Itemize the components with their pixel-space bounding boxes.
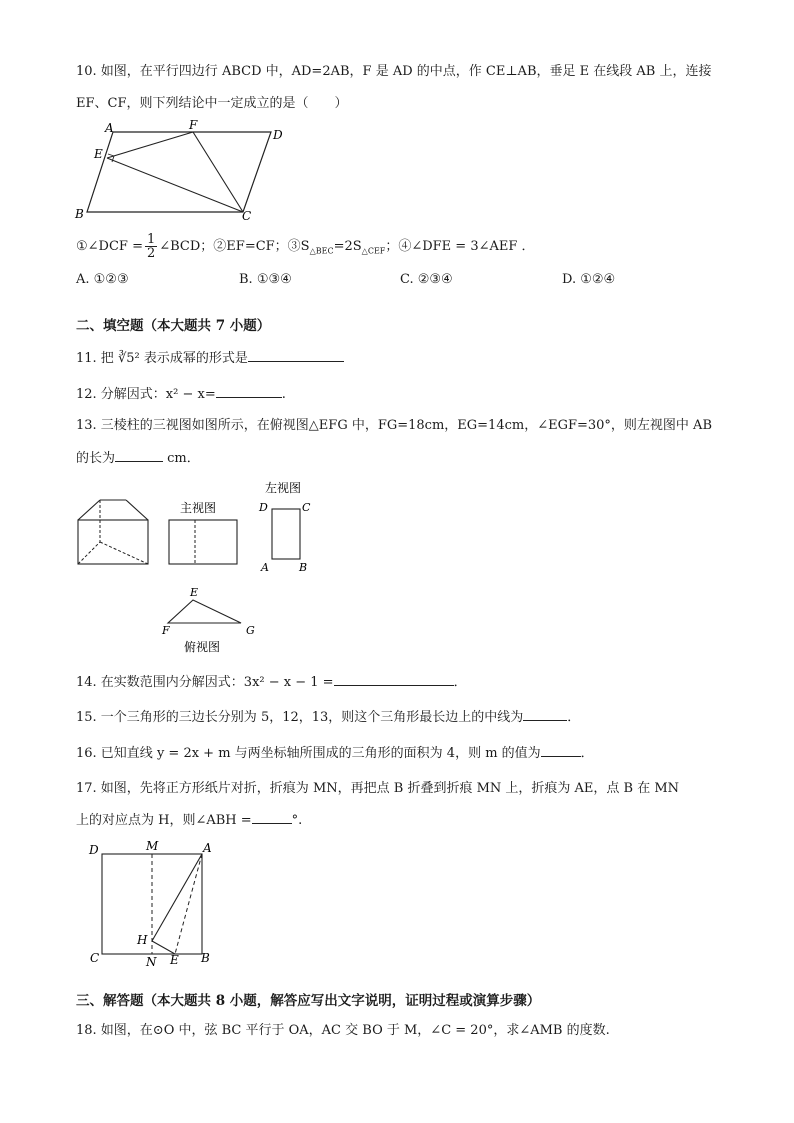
q17-line2-text: 上的对应点为 H，则∠ABH = [76,813,252,828]
q17-label-h: H [137,933,148,947]
q10-conclusions [76,232,535,267]
q10-label-a: A [105,121,114,135]
section-2-heading: 二、填空题（本大题共 7 小题） [76,318,271,334]
q12-line: 12. 分解因式：x² − x= . [76,387,286,402]
q10-option-a[interactable]: A. ①②③ [76,272,129,287]
q13-label-e: E [190,586,199,599]
q13-label-a: A [261,561,269,574]
q17-label-a: A [203,841,212,855]
q10-c3-sub2: △CEF [361,246,386,256]
q13-left-view-label: 左视图 [265,481,302,495]
q12-answer-blank[interactable] [216,385,282,398]
q13-main-view-label: 主视图 [180,501,217,515]
q13-answer-blank[interactable] [115,449,163,462]
q11-prefix: 11. 把 [76,351,114,366]
q17-line1: 17. 如图，先将正方形纸片对折，折痕为 MN，再把点 B 折叠到折痕 MN 上，折痕为 AE，点 B 在 MN [76,781,680,796]
q11-suffix: 表示成幂的形式是 [143,351,248,366]
q12-text: 12. 分解因式：x² − x= [76,387,216,402]
q17-label-d: D [89,843,99,857]
q13-line1: 13. 三棱柱的三视图如图所示，在俯视图△EFG 中，FG=18cm，EG=14cm，∠EGF=30°，则左视图中 AB [76,418,712,433]
q10-c1-den: 2 [146,246,156,261]
q10-label-f: F [189,118,198,132]
q15-text: 15. 一个三角形的三边长分别为 5，12，13，则这个三角形最长边上的中线为 [76,710,524,725]
q15-line: 15. 一个三角形的三边长分别为 5，12，13，则这个三角形最长边上的中线为 ． [76,710,581,725]
q17-label-n: N [146,955,157,969]
q16-text: 16. 已知直线 y = 2x + m 与两坐标轴所围成的三角形的面积为 4，则 m 的值为 [76,746,541,761]
q13-label-b: B [299,561,308,574]
q13-left-view-figure [255,478,325,578]
q13-line2 [76,449,200,468]
q17-label-m: M [146,839,159,853]
q17-label-c: C [90,951,100,965]
q10-parallelogram-figure [75,120,305,228]
q10-line2: EF、CF，则下列结论中一定成立的是（ ） [76,96,348,111]
q10-c3-mid: =2S [333,239,362,254]
q13-label-c: C [302,501,311,514]
q17-square-fold-figure [86,838,222,970]
q18-line: 18. 如图，在⊙O 中，弦 BC 平行于 OA，AC 交 BO 于 M，∠C = 20°，求∠AMB 的度数. [76,1023,610,1038]
q17-label-b: B [201,951,210,965]
q10-option-d[interactable]: D. ①②④ [562,272,616,287]
q13-top-view-label: 俯视图 [184,640,221,654]
q13-line2a: 的长为 [76,451,116,466]
q13-label-d: D [259,501,268,514]
q10-option-c[interactable]: C. ②③④ [400,272,453,287]
q10-label-b: B [75,207,84,221]
q10-line1: 10. 如图，在平行四边行 ABCD 中，AD=2AB，F 是 AD 的中点，作 CE⊥AB，垂足 E 在线段 AB 上，连接 [76,64,712,79]
q17-line2-end: °. [291,813,303,828]
q10-label-d: D [273,128,283,142]
q10-c1-suffix: ∠BCD；②EF=CF；③S [159,239,310,254]
q10-c4: ；④∠DFE = 3∠AEF ． [385,239,535,254]
q16-line: 16. 已知直线 y = 2x + m 与两坐标轴所围成的三角形的面积为 4，则 m 的值为 ． [76,746,594,761]
q10-c1-fraction [145,233,157,260]
q13-line2b: cm． [167,451,200,466]
q13-three-views-figure [76,478,266,658]
q13-label-g: G [246,624,255,637]
q14-answer-blank[interactable] [334,673,454,686]
q14-text: 14. 在实数范围内分解因式：3x² − x − 1 = [76,675,334,690]
q11-radical: ∛5² [117,351,140,366]
q14-line: 14. 在实数范围内分解因式：3x² − x − 1 = ． [76,675,467,690]
q10-c3-sub1: △BEC [309,246,334,256]
q11-line [76,349,344,368]
q17-label-e: E [170,953,179,967]
q13-label-f: F [162,624,170,637]
q10-c1-num: 1 [146,232,156,247]
q17-line2 [76,811,302,830]
q10-label-c: C [242,209,252,223]
q15-answer-blank[interactable] [523,708,567,721]
q10-option-b[interactable]: B. ①③④ [239,272,292,287]
q10-label-e: E [94,147,103,161]
q10-c1-prefix: ①∠DCF = [76,239,143,254]
q17-answer-blank[interactable] [252,811,292,824]
q16-answer-blank[interactable] [541,744,581,757]
section-3-heading: 三、解答题（本大题共 8 小题，解答应写出文字说明，证明过程或演算步骤） [76,993,541,1009]
q11-answer-blank[interactable] [248,349,344,362]
